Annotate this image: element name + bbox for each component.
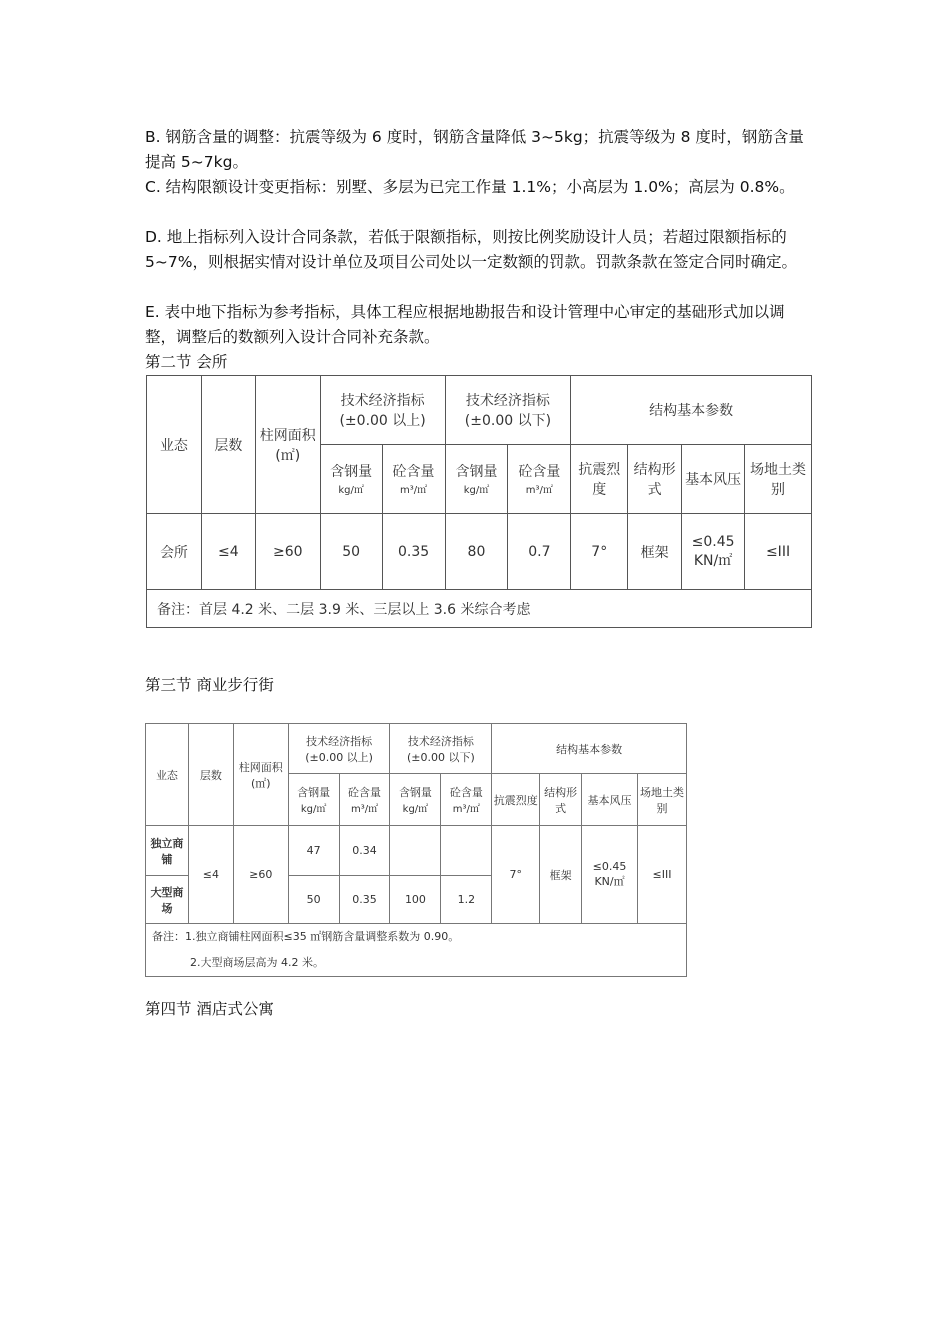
section-heading-apartment: 第四节 酒店式公寓 xyxy=(145,1000,274,1018)
header-structure-form: 结构形式 xyxy=(628,445,682,514)
cell-seismic: 7° xyxy=(492,826,540,924)
header-steel-below: 含钢量 kg/㎡ xyxy=(445,445,508,514)
header-steel-above: 含钢量 kg/㎡ xyxy=(288,774,339,826)
cell-concrete-above: 0.35 xyxy=(339,876,390,924)
header-grid-area: 柱网面积(㎡) xyxy=(233,724,288,826)
clubhouse-table xyxy=(146,375,812,628)
table-note: 备注：首层 4.2 米、二层 3.9 米、三层以上 3.6 米综合考虑 xyxy=(147,590,812,628)
header-steel-below: 含钢量 kg/㎡ xyxy=(390,774,441,826)
header-concrete-above: 砼含量 m³/㎡ xyxy=(382,445,445,514)
cell-grid: ≥60 xyxy=(255,514,320,590)
paragraph-e: E. 表中地下指标为参考指标，具体工程应根据地勘报告和设计管理中心审定的基础形式加以调整，调整后的数额列入设计合同补充条款。 xyxy=(145,303,785,346)
cell-grid: ≥60 xyxy=(233,826,288,924)
cell-structure-form: 框架 xyxy=(540,826,582,924)
section-heading-clubhouse: 第二节 会所 xyxy=(145,353,228,371)
cell-floors: ≤4 xyxy=(201,514,255,590)
paragraph-d: D. 地上指标列入设计合同条款，若低于限额指标，则按比例奖励设计人员；若超过限额指标的 5~7%，则根据实情对设计单位及项目公司处以一定数额的罚款。罚款条款在签定合同时确定。 xyxy=(145,228,797,271)
header-seismic: 抗震烈度 xyxy=(571,445,628,514)
cell-steel-below: 100 xyxy=(390,876,441,924)
cell-concrete-below: 0.7 xyxy=(508,514,571,590)
header-steel-above: 含钢量 kg/㎡ xyxy=(320,445,382,514)
cell-concrete-above: 0.35 xyxy=(382,514,445,590)
header-seismic: 抗震烈度 xyxy=(492,774,540,826)
header-structure-params: 结构基本参数 xyxy=(571,376,812,445)
header-concrete-below: 砼含量 m³/㎡ xyxy=(508,445,571,514)
cell-seismic: 7° xyxy=(571,514,628,590)
header-concrete-below: 砼含量 m³/㎡ xyxy=(441,774,492,826)
header-floors: 层数 xyxy=(201,376,255,514)
header-structure-form: 结构形式 xyxy=(540,774,582,826)
header-structure-params: 结构基本参数 xyxy=(492,724,687,774)
header-wind-pressure: 基本风压 xyxy=(682,445,745,514)
section-heading-pedestrian-street: 第三节 商业步行街 xyxy=(145,676,274,694)
cell-wind-pressure: ≤0.45 KN/㎡ xyxy=(582,826,638,924)
paragraph-c: C. 结构限额设计变更指标：别墅、多层为已完工作量 1.1%；小高层为 1.0%；高层为 0.8%。 xyxy=(145,178,795,196)
paragraph-b: B. 钢筋含量的调整：抗震等级为 6 度时，钢筋含量降低 3~5kg；抗震等级为 8 度时，钢筋含量提高 5~7kg。 xyxy=(145,128,804,171)
table-note-line-2: 2.大型商场层高为 4.2 米。 xyxy=(190,956,324,969)
cell-floors: ≤4 xyxy=(188,826,233,924)
cell-steel-above: 47 xyxy=(288,826,339,876)
table-note xyxy=(146,924,687,977)
cell-steel-above: 50 xyxy=(288,876,339,924)
cell-structure-form: 框架 xyxy=(628,514,682,590)
cell-type-large-mall: 大型商场 xyxy=(146,876,189,924)
cell-steel-below xyxy=(390,826,441,876)
header-concrete-above: 砼含量 m³/㎡ xyxy=(339,774,390,826)
cell-site-class: ≤III xyxy=(638,826,687,924)
header-type: 业态 xyxy=(147,376,202,514)
header-wind-pressure: 基本风压 xyxy=(582,774,638,826)
cell-steel-above: 50 xyxy=(320,514,382,590)
cell-concrete-below: 1.2 xyxy=(441,876,492,924)
cell-site-class: ≤III xyxy=(745,514,812,590)
header-above-ground: 技术经济指标(±0.00 以上) xyxy=(288,724,390,774)
cell-type-independent-shop: 独立商铺 xyxy=(146,826,189,876)
header-site-class: 场地土类别 xyxy=(638,774,687,826)
header-above-ground: 技术经济指标(±0.00 以上) xyxy=(320,376,445,445)
header-site-class: 场地土类别 xyxy=(745,445,812,514)
cell-concrete-above: 0.34 xyxy=(339,826,390,876)
pedestrian-street-table xyxy=(145,723,687,977)
cell-wind-pressure: ≤0.45 KN/㎡ xyxy=(682,514,745,590)
header-grid-area: 柱网面积(㎡) xyxy=(255,376,320,514)
cell-steel-below: 80 xyxy=(445,514,508,590)
header-floors: 层数 xyxy=(188,724,233,826)
table-note-line-1: 备注：1.独立商铺柱网面积≤35 ㎡钢筋含量调整系数为 0.90。 xyxy=(152,930,460,943)
cell-type: 会所 xyxy=(147,514,202,590)
header-below-ground: 技术经济指标(±0.00 以下) xyxy=(445,376,571,445)
header-below-ground: 技术经济指标(±0.00 以下) xyxy=(390,724,492,774)
cell-concrete-below xyxy=(441,826,492,876)
header-type: 业态 xyxy=(146,724,189,826)
